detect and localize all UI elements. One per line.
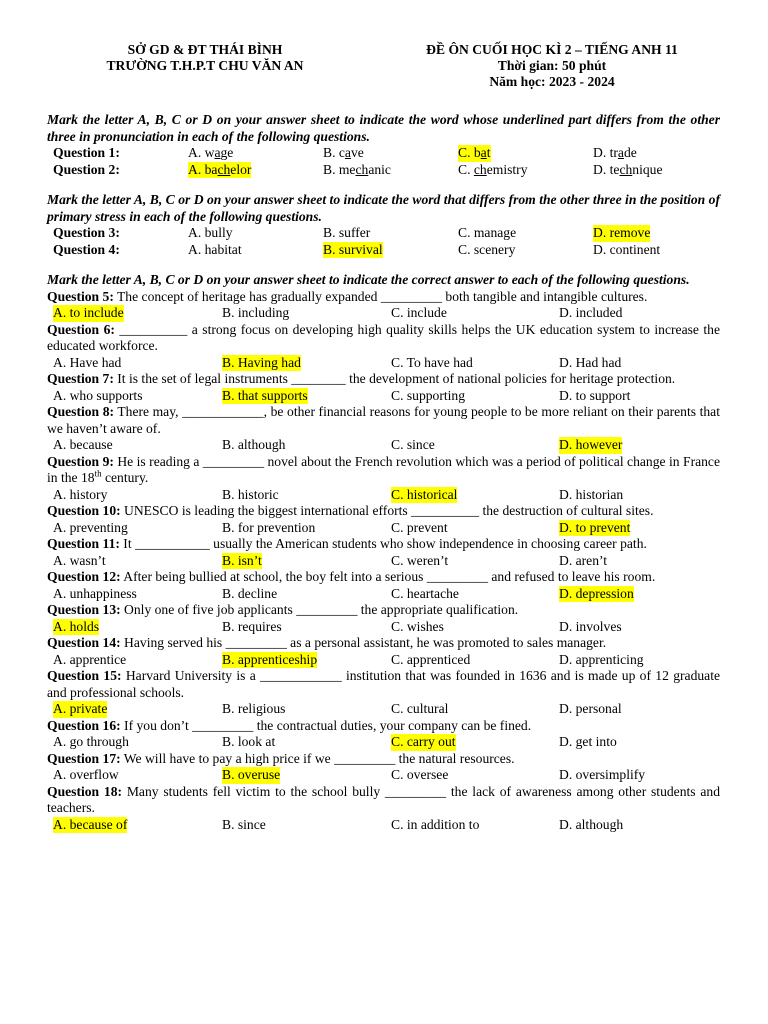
question-text: __________ a strong focus on developing high quality skills helps the UK education system to increase the educated workforce. bbox=[47, 321, 720, 353]
answer-option[interactable]: C. cultural bbox=[391, 701, 449, 716]
answer-option[interactable]: D. aren’t bbox=[559, 552, 608, 568]
answer-option[interactable]: C. oversee bbox=[391, 767, 449, 782]
question-label: Question 15: bbox=[47, 668, 122, 683]
answer-option[interactable]: B. look at bbox=[222, 734, 276, 749]
answer-option[interactable]: B. that supports bbox=[222, 387, 308, 403]
underlined-part: ch bbox=[355, 161, 369, 177]
question-text: Having served his _________ as a personal assistant, he was promoted to sales manager. bbox=[124, 635, 607, 650]
answer-option[interactable]: A. overflow bbox=[53, 767, 119, 782]
answer-option[interactable]: D. involves bbox=[559, 618, 622, 634]
question-label: Question 18: bbox=[47, 783, 123, 799]
options-row bbox=[47, 619, 720, 636]
answer-option[interactable]: C. include bbox=[391, 305, 447, 320]
option-text: ve bbox=[350, 145, 364, 160]
answer-option[interactable]: A. go through bbox=[53, 734, 129, 749]
option-text: A. w bbox=[188, 145, 215, 160]
school-name: TRƯỜNG T.H.P.T CHU VĂN AN bbox=[106, 58, 304, 73]
question-stem bbox=[47, 569, 720, 586]
answer-option[interactable] bbox=[323, 145, 364, 162]
question-text: Harvard University is a ____________ institution that was founded in 1636 and is made up of 12 graduate and professional schools. bbox=[47, 668, 721, 700]
answer-option[interactable]: D. personal bbox=[559, 701, 622, 716]
answer-option[interactable]: D. depression bbox=[559, 585, 634, 601]
option-text: nique bbox=[632, 161, 663, 177]
question-label: Question 8: bbox=[47, 404, 115, 419]
exam-title: ĐỀ ÔN CUỐI HỌC KÌ 2 – TIẾNG ANH 11 bbox=[426, 42, 678, 57]
answer-option[interactable] bbox=[593, 162, 662, 179]
underlined-part: ch bbox=[473, 161, 487, 177]
answer-option[interactable]: C. scenery bbox=[458, 241, 516, 257]
answer-option[interactable]: C. apprenticed bbox=[391, 651, 471, 667]
question-label: Question 11: bbox=[47, 536, 120, 551]
answer-option[interactable]: D. apprenticing bbox=[559, 651, 644, 667]
answer-option[interactable]: A. wasn’t bbox=[53, 552, 106, 568]
answer-option[interactable]: A. unhappiness bbox=[53, 585, 137, 601]
answer-option[interactable]: A. history bbox=[53, 486, 108, 502]
answer-option[interactable]: C. manage bbox=[458, 225, 517, 240]
section-stress bbox=[47, 192, 720, 258]
option-text: elor bbox=[230, 161, 252, 177]
options-row bbox=[47, 586, 720, 603]
question-text: There may, ____________, be other financial reasons for young people to be more reliant on their parents that we haven’t aware of. bbox=[47, 404, 720, 436]
question-text: It ___________ usually the American students who show independence in choosing career path. bbox=[123, 536, 647, 551]
question-label: Question 1: bbox=[53, 145, 120, 160]
answer-option[interactable] bbox=[323, 162, 391, 179]
answer-option[interactable] bbox=[458, 145, 491, 162]
answer-option[interactable]: C. prevent bbox=[391, 519, 448, 535]
answer-option[interactable]: B. since bbox=[222, 816, 266, 832]
section-multiple-choice bbox=[47, 272, 720, 833]
answer-option[interactable]: C. wishes bbox=[391, 618, 444, 634]
answer-option[interactable]: B. survival bbox=[323, 241, 383, 257]
option-text: D. tr bbox=[593, 145, 618, 160]
question-stem bbox=[47, 503, 720, 520]
option-text: D. te bbox=[593, 161, 620, 177]
answer-option[interactable]: A. apprentice bbox=[53, 651, 127, 667]
question-text: The concept of heritage has gradually expanded _________ both tangible and intangible cultures. bbox=[117, 288, 648, 304]
answer-option[interactable]: B. decline bbox=[222, 585, 278, 601]
underlined-part: a bbox=[480, 145, 487, 160]
superscript: th bbox=[94, 468, 102, 479]
underlined-part: ch bbox=[217, 161, 231, 177]
question-text: Only one of five job applicants _________ the appropriate qualification. bbox=[124, 602, 519, 617]
question-stem bbox=[47, 635, 720, 652]
options-row bbox=[47, 734, 720, 751]
options-row bbox=[47, 388, 720, 405]
options-row bbox=[47, 487, 720, 504]
question-stem bbox=[47, 371, 720, 388]
school-year: Năm học: 2023 - 2024 bbox=[489, 74, 615, 89]
option-text: C. b bbox=[458, 145, 481, 160]
answer-option[interactable] bbox=[188, 145, 233, 162]
option-text: B. me bbox=[323, 161, 356, 177]
answer-option[interactable]: A. to include bbox=[53, 305, 124, 320]
answer-option[interactable]: A. private bbox=[53, 701, 108, 716]
question-row bbox=[47, 225, 720, 242]
question-label: Question 9: bbox=[47, 453, 114, 469]
answer-option[interactable]: A. Have had bbox=[53, 354, 122, 370]
answer-option[interactable]: C. since bbox=[391, 437, 435, 452]
answer-option[interactable] bbox=[458, 162, 528, 179]
answer-option[interactable]: A. who supports bbox=[53, 387, 143, 403]
underlined-part: a bbox=[344, 145, 351, 160]
answer-option[interactable]: B. overuse bbox=[222, 767, 281, 782]
answer-option[interactable]: D. however bbox=[559, 437, 623, 452]
answer-option[interactable]: A. habitat bbox=[188, 241, 242, 257]
question-text: Many students fell victim to the school bully _________ the lack of awareness among other students and teachers. bbox=[47, 783, 721, 815]
answer-option[interactable]: B. religious bbox=[222, 701, 286, 716]
answer-option[interactable]: A. because bbox=[53, 437, 113, 452]
answer-option[interactable] bbox=[188, 162, 251, 179]
options-row bbox=[47, 305, 720, 322]
answer-option[interactable]: D. get into bbox=[559, 734, 617, 749]
question-label: Question 12: bbox=[47, 569, 121, 584]
question-label: Question 14: bbox=[47, 635, 121, 650]
answer-option[interactable]: D. continent bbox=[593, 241, 661, 257]
question-stem bbox=[47, 454, 720, 487]
question-label: Question 10: bbox=[47, 503, 121, 518]
question-stem bbox=[47, 602, 720, 619]
question-label: Question 2: bbox=[53, 161, 120, 177]
question-stem bbox=[47, 289, 720, 306]
question-row bbox=[47, 162, 720, 179]
underlined-part: a bbox=[214, 145, 221, 160]
department-name: SỞ GD & ĐT THÁI BÌNH bbox=[127, 42, 283, 57]
question-text: We will have to pay a high price if we _________ the natural resources. bbox=[123, 750, 515, 766]
question-label: Question 16: bbox=[47, 717, 121, 733]
section-pronunciation bbox=[47, 112, 720, 178]
answer-option[interactable]: C. weren’t bbox=[391, 552, 449, 568]
options-row bbox=[47, 817, 720, 834]
option-text: C. bbox=[458, 161, 474, 177]
question-text: It is the set of legal instruments ________ the development of national policies for heritage protection. bbox=[117, 371, 676, 386]
question-text: century. bbox=[101, 470, 149, 485]
answer-option[interactable]: B. apprenticeship bbox=[222, 651, 318, 667]
exam-info bbox=[402, 42, 702, 90]
answer-option[interactable]: D. to support bbox=[559, 387, 631, 403]
option-text: A. ba bbox=[188, 161, 218, 177]
option-text: emistry bbox=[486, 161, 528, 177]
question-stem bbox=[47, 322, 720, 355]
answer-option[interactable]: C. in addition to bbox=[391, 816, 480, 832]
answer-option[interactable]: B. suffer bbox=[323, 225, 371, 240]
underlined-part: a bbox=[617, 145, 624, 160]
question-label: Question 3: bbox=[53, 225, 120, 240]
answer-option[interactable]: B. historic bbox=[222, 486, 279, 502]
question-stem bbox=[47, 404, 720, 437]
question-stem bbox=[47, 536, 720, 553]
answer-option[interactable]: A. preventing bbox=[53, 519, 128, 535]
question-label: Question 6: bbox=[47, 321, 115, 337]
answer-option[interactable]: B. Having had bbox=[222, 354, 301, 370]
answer-option[interactable]: D. although bbox=[559, 816, 624, 832]
exam-page bbox=[47, 42, 720, 833]
question-label: Question 5: bbox=[47, 288, 114, 304]
question-stem bbox=[47, 784, 720, 817]
answer-option[interactable]: C. historical bbox=[391, 486, 458, 502]
option-text: de bbox=[623, 145, 637, 160]
answer-option[interactable]: D. remove bbox=[593, 225, 651, 240]
options-row bbox=[47, 437, 720, 454]
exam-duration: Thời gian: 50 phút bbox=[497, 58, 607, 73]
section-instruction: Mark the letter A, B, C or D on your answer sheet to indicate the word that differs from the other three in the position of primary stress in each of the following questions. bbox=[47, 192, 720, 224]
answer-option[interactable]: B. for prevention bbox=[222, 519, 316, 535]
underlined-part: ch bbox=[619, 161, 633, 177]
question-text: UNESCO is leading the biggest international efforts __________ the destruction of cultural sites. bbox=[124, 503, 654, 518]
question-label: Question 17: bbox=[47, 750, 121, 766]
answer-option[interactable]: D. to prevent bbox=[559, 519, 631, 535]
question-row bbox=[47, 145, 720, 162]
answer-option[interactable]: A. bully bbox=[188, 225, 233, 240]
answer-option[interactable]: B. although bbox=[222, 437, 286, 452]
answer-option[interactable]: A. because of bbox=[53, 816, 128, 832]
option-text: ge bbox=[220, 145, 234, 160]
answer-option[interactable] bbox=[593, 145, 637, 162]
question-stem bbox=[47, 668, 720, 701]
options-row bbox=[47, 652, 720, 669]
answer-option[interactable]: D. historian bbox=[559, 486, 624, 502]
question-stem bbox=[47, 718, 720, 735]
question-text: If you don’t _________ the contractual duties, your company can be fined. bbox=[124, 717, 532, 733]
option-text: t bbox=[486, 145, 491, 160]
school-info bbox=[105, 42, 305, 74]
answer-option[interactable]: C. To have had bbox=[391, 354, 473, 370]
answer-option[interactable]: B. requires bbox=[222, 618, 282, 634]
section-instruction: Mark the letter A, B, C or D on your answer sheet to indicate the word whose underlined part differs from the other three in pronunciation in each of the following questions. bbox=[47, 112, 720, 144]
question-text: After being bullied at school, the boy felt into a serious _________ and refused to leave his room. bbox=[123, 569, 656, 584]
answer-option[interactable]: D. Had had bbox=[559, 354, 622, 370]
question-label: Question 13: bbox=[47, 602, 121, 617]
answer-option[interactable]: A. holds bbox=[53, 618, 100, 634]
question-stem bbox=[47, 751, 720, 768]
exam-header bbox=[47, 42, 720, 98]
option-text: B. c bbox=[323, 145, 345, 160]
options-row bbox=[47, 520, 720, 537]
answer-option[interactable]: B. isn’t bbox=[222, 552, 262, 568]
answer-option[interactable]: D. oversimplify bbox=[559, 767, 646, 782]
option-text: anic bbox=[368, 161, 391, 177]
question-label: Question 4: bbox=[53, 241, 120, 257]
options-row bbox=[47, 355, 720, 372]
question-row bbox=[47, 242, 720, 259]
answer-option[interactable]: C. supporting bbox=[391, 387, 466, 403]
section-instruction: Mark the letter A, B, C or D on your answer sheet to indicate the correct answer to each of the following questions. bbox=[47, 272, 690, 287]
answer-option[interactable]: B. including bbox=[222, 305, 290, 320]
answer-option[interactable]: D. included bbox=[559, 305, 623, 320]
answer-option[interactable]: C. heartache bbox=[391, 585, 459, 601]
question-text: He is reading a _________ novel about the French revolution which was a period of political change in France in the 18 bbox=[47, 453, 721, 485]
options-row bbox=[47, 553, 720, 570]
options-row bbox=[47, 701, 720, 718]
question-label: Question 7: bbox=[47, 371, 114, 386]
answer-option[interactable]: C. carry out bbox=[391, 734, 456, 749]
options-row bbox=[47, 767, 720, 784]
